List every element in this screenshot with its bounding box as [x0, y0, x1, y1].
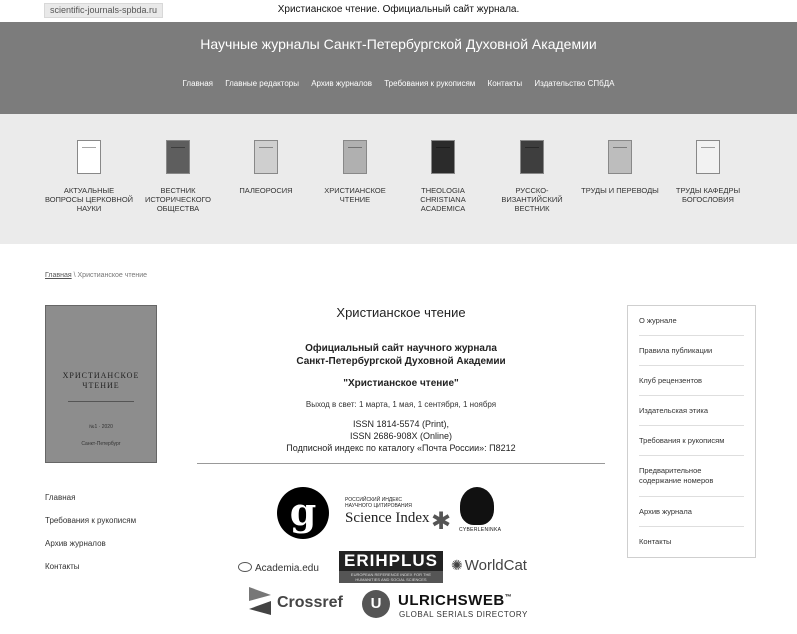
main-nav	[0, 79, 797, 88]
erih-subtitle: EUROPEAN REFERENCE INDEX FOR THE HUMANITIES AND SOCIAL SCIENCES	[339, 571, 443, 583]
nav-contacts[interactable]: Контакты	[487, 79, 523, 88]
sidebar-item-archive[interactable]: Архив журнала	[639, 497, 744, 527]
science-index-caption2: НАУЧНОГО ЦИТИРОВАНИЯ	[345, 503, 412, 509]
journal-label[interactable]: ВЕСТНИК ИСТОРИЧЕСКОГО ОБЩЕСТВА	[144, 186, 212, 213]
content-divider	[197, 463, 605, 464]
ulrichs-wordmark	[398, 592, 512, 609]
sidebar-item-ethics[interactable]: Издательская этика	[639, 396, 744, 426]
journal-card[interactable]	[575, 140, 665, 195]
academia-icon	[238, 562, 252, 572]
journal-cover-image	[45, 305, 157, 463]
journal-label[interactable]: ТРУДЫ И ПЕРЕВОДЫ	[581, 186, 659, 195]
journal-subtitle	[196, 342, 606, 368]
publication-schedule: Выход в свет: 1 марта, 1 мая, 1 сентября, 1 ноября	[305, 400, 497, 409]
sidebar-item-publication-rules[interactable]: Правила публикации	[639, 336, 744, 366]
site-title[interactable]: Научные журналы Санкт-Петербургской Духовной Академии	[200, 36, 597, 52]
journals-strip	[0, 114, 797, 244]
journal-sidebar	[627, 305, 756, 558]
issn-print: ISSN 1814-5574 (Print),	[352, 419, 450, 429]
site-url[interactable]: scientific-journals-spbda.ru	[44, 3, 163, 18]
nav-home[interactable]: Главная	[182, 79, 213, 88]
breadcrumb-separator: \	[73, 272, 76, 279]
journal-cover[interactable]	[608, 140, 632, 174]
journal-cover[interactable]	[343, 140, 367, 174]
subscription-index: Подписной индекс по каталогу «Почта России»: П8212	[286, 443, 516, 453]
breadcrumb-current: Христианское чтение	[77, 272, 148, 279]
nav-manuscript-requirements[interactable]: Требования к рукописям	[384, 79, 476, 88]
journal-cover[interactable]	[520, 140, 544, 174]
breadcrumb-home[interactable]: Главная	[45, 272, 72, 279]
asterisk-icon: ✱	[431, 508, 452, 535]
journal-card[interactable]	[398, 140, 488, 213]
top-bar	[0, 0, 797, 22]
academia-wordmark: Academia.edu	[255, 563, 319, 574]
cover-divider	[68, 401, 134, 402]
cyberleninka-wordmark: CYBERLENINKA	[459, 527, 502, 533]
journal-name: "Христианское чтение"	[343, 378, 459, 389]
academia-logo[interactable]	[238, 562, 319, 574]
journal-label[interactable]: ПАЛЕОРОСИЯ	[239, 186, 293, 195]
journal-label[interactable]: ХРИСТИАНСКОЕ ЧТЕНИЕ	[324, 186, 386, 204]
main-content	[196, 305, 606, 464]
worldcat-icon: ✺	[451, 557, 463, 573]
issn-block	[196, 418, 606, 454]
cover-title	[46, 371, 156, 391]
journal-card[interactable]	[487, 140, 577, 213]
journal-card[interactable]	[133, 140, 223, 213]
cover-title-line1: ХРИСТИАНСКОЕ	[62, 371, 140, 380]
journal-cover[interactable]	[431, 140, 455, 174]
page-title: Христианское чтение	[336, 305, 466, 320]
journal-card[interactable]	[44, 140, 134, 213]
issn-online: ISSN 2686-908X (Online)	[349, 431, 453, 441]
nav-chief-editors[interactable]: Главные редакторы	[225, 79, 299, 88]
journal-cover[interactable]	[166, 140, 190, 174]
crossref-wordmark: Crossref	[277, 594, 343, 611]
nav-journal-archive[interactable]: Архив журналов	[311, 79, 372, 88]
ulrichs-u-icon: U	[362, 590, 390, 618]
lenin-head-icon	[460, 487, 494, 525]
cyberleninka-logo[interactable]	[459, 487, 502, 533]
subtitle-line1: Официальный сайт научного журнала	[305, 343, 497, 354]
sidebar-item-reviewers-club[interactable]: Клуб рецензентов	[639, 366, 744, 396]
journal-label[interactable]: АКТУАЛЬНЫЕ ВОПРОСЫ ЦЕРКОВНОЙ НАУКИ	[44, 186, 134, 213]
journal-card[interactable]	[663, 140, 753, 204]
journal-card[interactable]	[310, 140, 400, 204]
worldcat-wordmark: WorldCat	[464, 557, 527, 574]
sidebar-item-preliminary-contents[interactable]: Предварительное содержание номеров	[639, 456, 744, 497]
site-header	[0, 22, 797, 114]
journal-label[interactable]: ТРУДЫ КАФЕДРЫ БОГОСЛОВИЯ	[675, 186, 741, 204]
science-index-logo[interactable]	[345, 497, 452, 535]
trademark-mark: ™	[504, 594, 513, 601]
journal-cover[interactable]	[254, 140, 278, 174]
erih-plus-logo[interactable]	[339, 551, 443, 583]
cover-city: Санкт-Петербург	[81, 441, 121, 447]
ulrichs-subtitle: GLOBAL SERIALS DIRECTORY	[399, 610, 528, 619]
erih-wordmark: ERIHPLUS	[339, 551, 443, 571]
journal-label[interactable]: THEOLOGIA CHRISTIANA ACADEMICA	[420, 186, 466, 213]
leftnav-contacts[interactable]: Контакты	[45, 562, 80, 571]
page-tagline: Христианское чтение. Официальный сайт журнала.	[277, 4, 520, 15]
journal-card[interactable]	[221, 140, 311, 195]
science-index-caption1: РОССИЙСКИЙ ИНДЕКС	[345, 497, 403, 503]
journal-label[interactable]: РУССКО-ВИЗАНТИЙСКИЙ ВЕСТНИК	[501, 186, 563, 213]
left-nav	[45, 493, 136, 585]
science-index-wordmark: Science Index	[345, 510, 430, 526]
ulrichs-text: ULRICHSWEB	[398, 592, 505, 609]
breadcrumb	[45, 272, 147, 279]
sidebar-item-about[interactable]: О журнале	[639, 306, 744, 336]
sidebar-item-requirements[interactable]: Требования к рукописям	[639, 426, 744, 456]
crossref-icon	[247, 585, 273, 617]
cover-issue: №1 · 2020	[89, 424, 113, 430]
sidebar-item-contacts[interactable]: Контакты	[639, 537, 672, 546]
subtitle-line2: Санкт-Петербургской Духовной Академии	[296, 356, 506, 367]
nav-publisher[interactable]: Издательство СПбДА	[534, 79, 615, 88]
google-scholar-logo[interactable]: g	[277, 487, 329, 539]
leftnav-requirements[interactable]: Требования к рукописям	[45, 516, 137, 525]
worldcat-logo[interactable]	[451, 557, 527, 574]
journal-cover[interactable]	[696, 140, 720, 174]
leftnav-home[interactable]: Главная	[45, 493, 76, 502]
cover-title-line2: ЧТЕНИЕ	[82, 381, 120, 390]
journal-cover[interactable]	[77, 140, 101, 174]
leftnav-archive[interactable]: Архив журналов	[45, 539, 106, 548]
